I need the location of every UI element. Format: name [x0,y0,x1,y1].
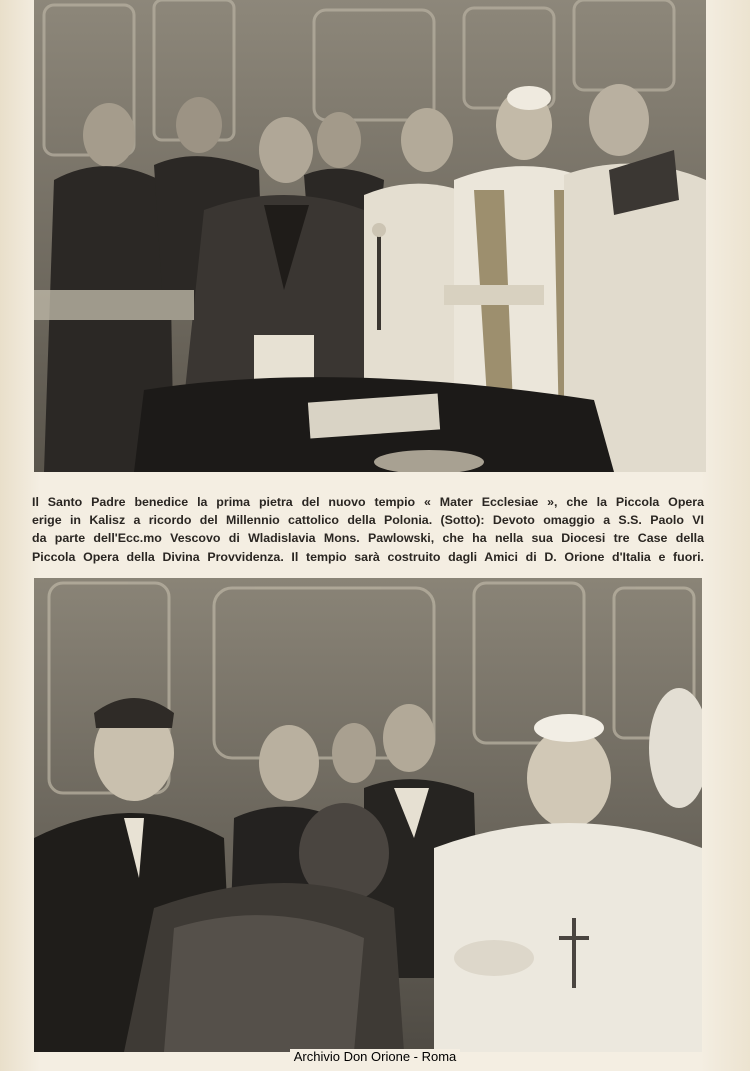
archive-label: Archivio Don Orione - Roma [290,1049,461,1064]
photo-homage-illustration [34,578,702,1052]
caption-line: erige in Kalisz a ricordo del Millennio cattolico della Polonia. (Sotto): Devoto omaggio a S.S. Paolo VI [32,513,704,528]
photo-caption [32,493,704,566]
caption-line: da parte dell'Ecc.mo Vescovo di Wladislavia Mons. Pawlowski, che ha nella sua Diocesi tre Case della [32,531,704,546]
caption-line: Piccola Opera della Divina Provvidenza. Il tempio sarà costruito dagli Amici di D. Orione d'Italia e fuori. [32,549,704,564]
photo-homage-paul-vi [34,578,702,1052]
caption-line: Il Santo Padre benedice la prima pietra del nuovo tempio « Mater Ecclesiae », che la Piccola Opera [32,495,704,509]
archive-footer [0,1049,750,1069]
photo-blessing-first-stone [34,0,706,472]
photo-blessing-illustration [34,0,706,472]
